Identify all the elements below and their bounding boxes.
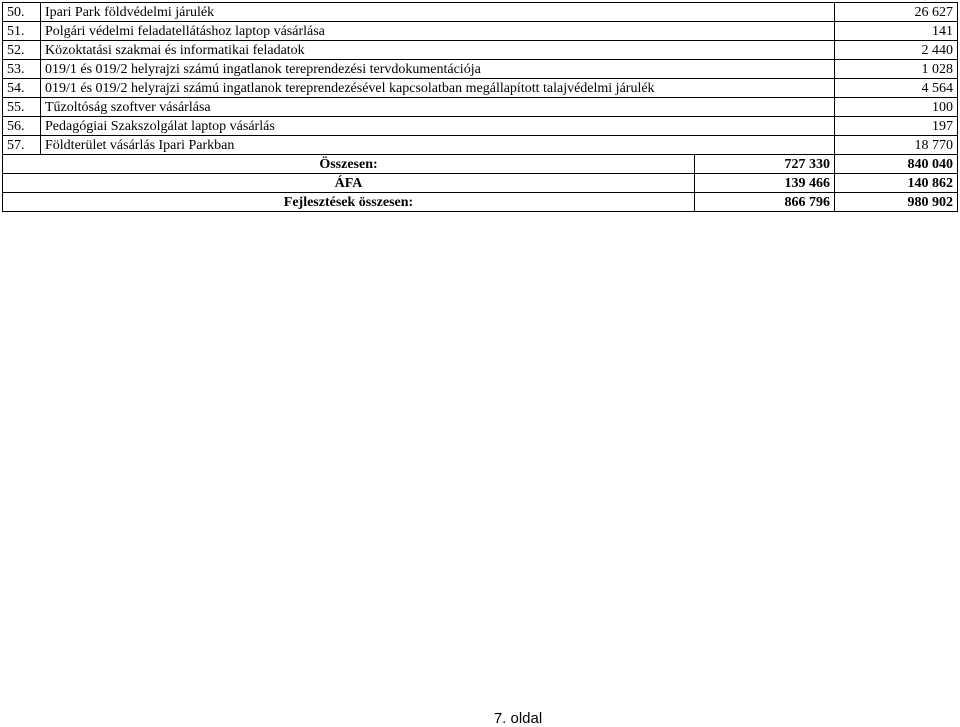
row-amount: 18 770: [835, 136, 958, 155]
summary-row-total: [3, 155, 958, 174]
row-number: 55.: [3, 98, 41, 117]
summary-value-b: 840 040: [835, 155, 958, 174]
summary-row-grand-total: [3, 193, 958, 212]
summary-value-a: 866 796: [695, 193, 835, 212]
row-number: 57.: [3, 136, 41, 155]
development-ledger-table: [2, 2, 958, 212]
row-number: 51.: [3, 22, 41, 41]
row-amount: 4 564: [835, 79, 958, 98]
summary-value-b: 980 902: [835, 193, 958, 212]
row-description: Tűzoltóság szoftver vásárlása: [41, 98, 835, 117]
row-amount: 197: [835, 117, 958, 136]
row-amount: 26 627: [835, 3, 958, 22]
row-description: Közoktatási szakmai és informatikai feladatok: [41, 41, 835, 60]
table-row: [3, 41, 958, 60]
table-row: [3, 60, 958, 79]
summary-label: Fejlesztések összesen:: [3, 193, 695, 212]
row-description: 019/1 és 019/2 helyrajzi számú ingatlanok tereprendezési tervdokumentációja: [41, 60, 835, 79]
row-description: 019/1 és 019/2 helyrajzi számú ingatlanok tereprendezésével kapcsolatban megállapított talajvédelmi járulék: [41, 79, 835, 98]
table-row: [3, 117, 958, 136]
summary-label: Összesen:: [3, 155, 695, 174]
ledger-sheet: [2, 2, 957, 212]
table-row: [3, 98, 958, 117]
row-amount: 2 440: [835, 41, 958, 60]
table-row: [3, 136, 958, 155]
summary-value-a: 727 330: [695, 155, 835, 174]
table-row: [3, 3, 958, 22]
row-number: 56.: [3, 117, 41, 136]
row-amount: 1 028: [835, 60, 958, 79]
row-number: 52.: [3, 41, 41, 60]
page-footer: [0, 710, 960, 727]
row-description: Pedagógiai Szakszolgálat laptop vásárlás: [41, 117, 835, 136]
row-amount: 141: [835, 22, 958, 41]
row-description: Földterület vásárlás Ipari Parkban: [41, 136, 835, 155]
row-number: 54.: [3, 79, 41, 98]
summary-value-a: 139 466: [695, 174, 835, 193]
summary-row-vat: [3, 174, 958, 193]
table-row: [3, 79, 958, 98]
row-number: 53.: [3, 60, 41, 79]
row-amount: 100: [835, 98, 958, 117]
summary-value-b: 140 862: [835, 174, 958, 193]
row-description: Polgári védelmi feladatellátáshoz laptop vásárlása: [41, 22, 835, 41]
page-number: 7. oldal: [493, 710, 543, 727]
row-description: Ipari Park földvédelmi járulék: [41, 3, 835, 22]
summary-label: ÁFA: [3, 174, 695, 193]
table-row: [3, 22, 958, 41]
row-number: 50.: [3, 3, 41, 22]
